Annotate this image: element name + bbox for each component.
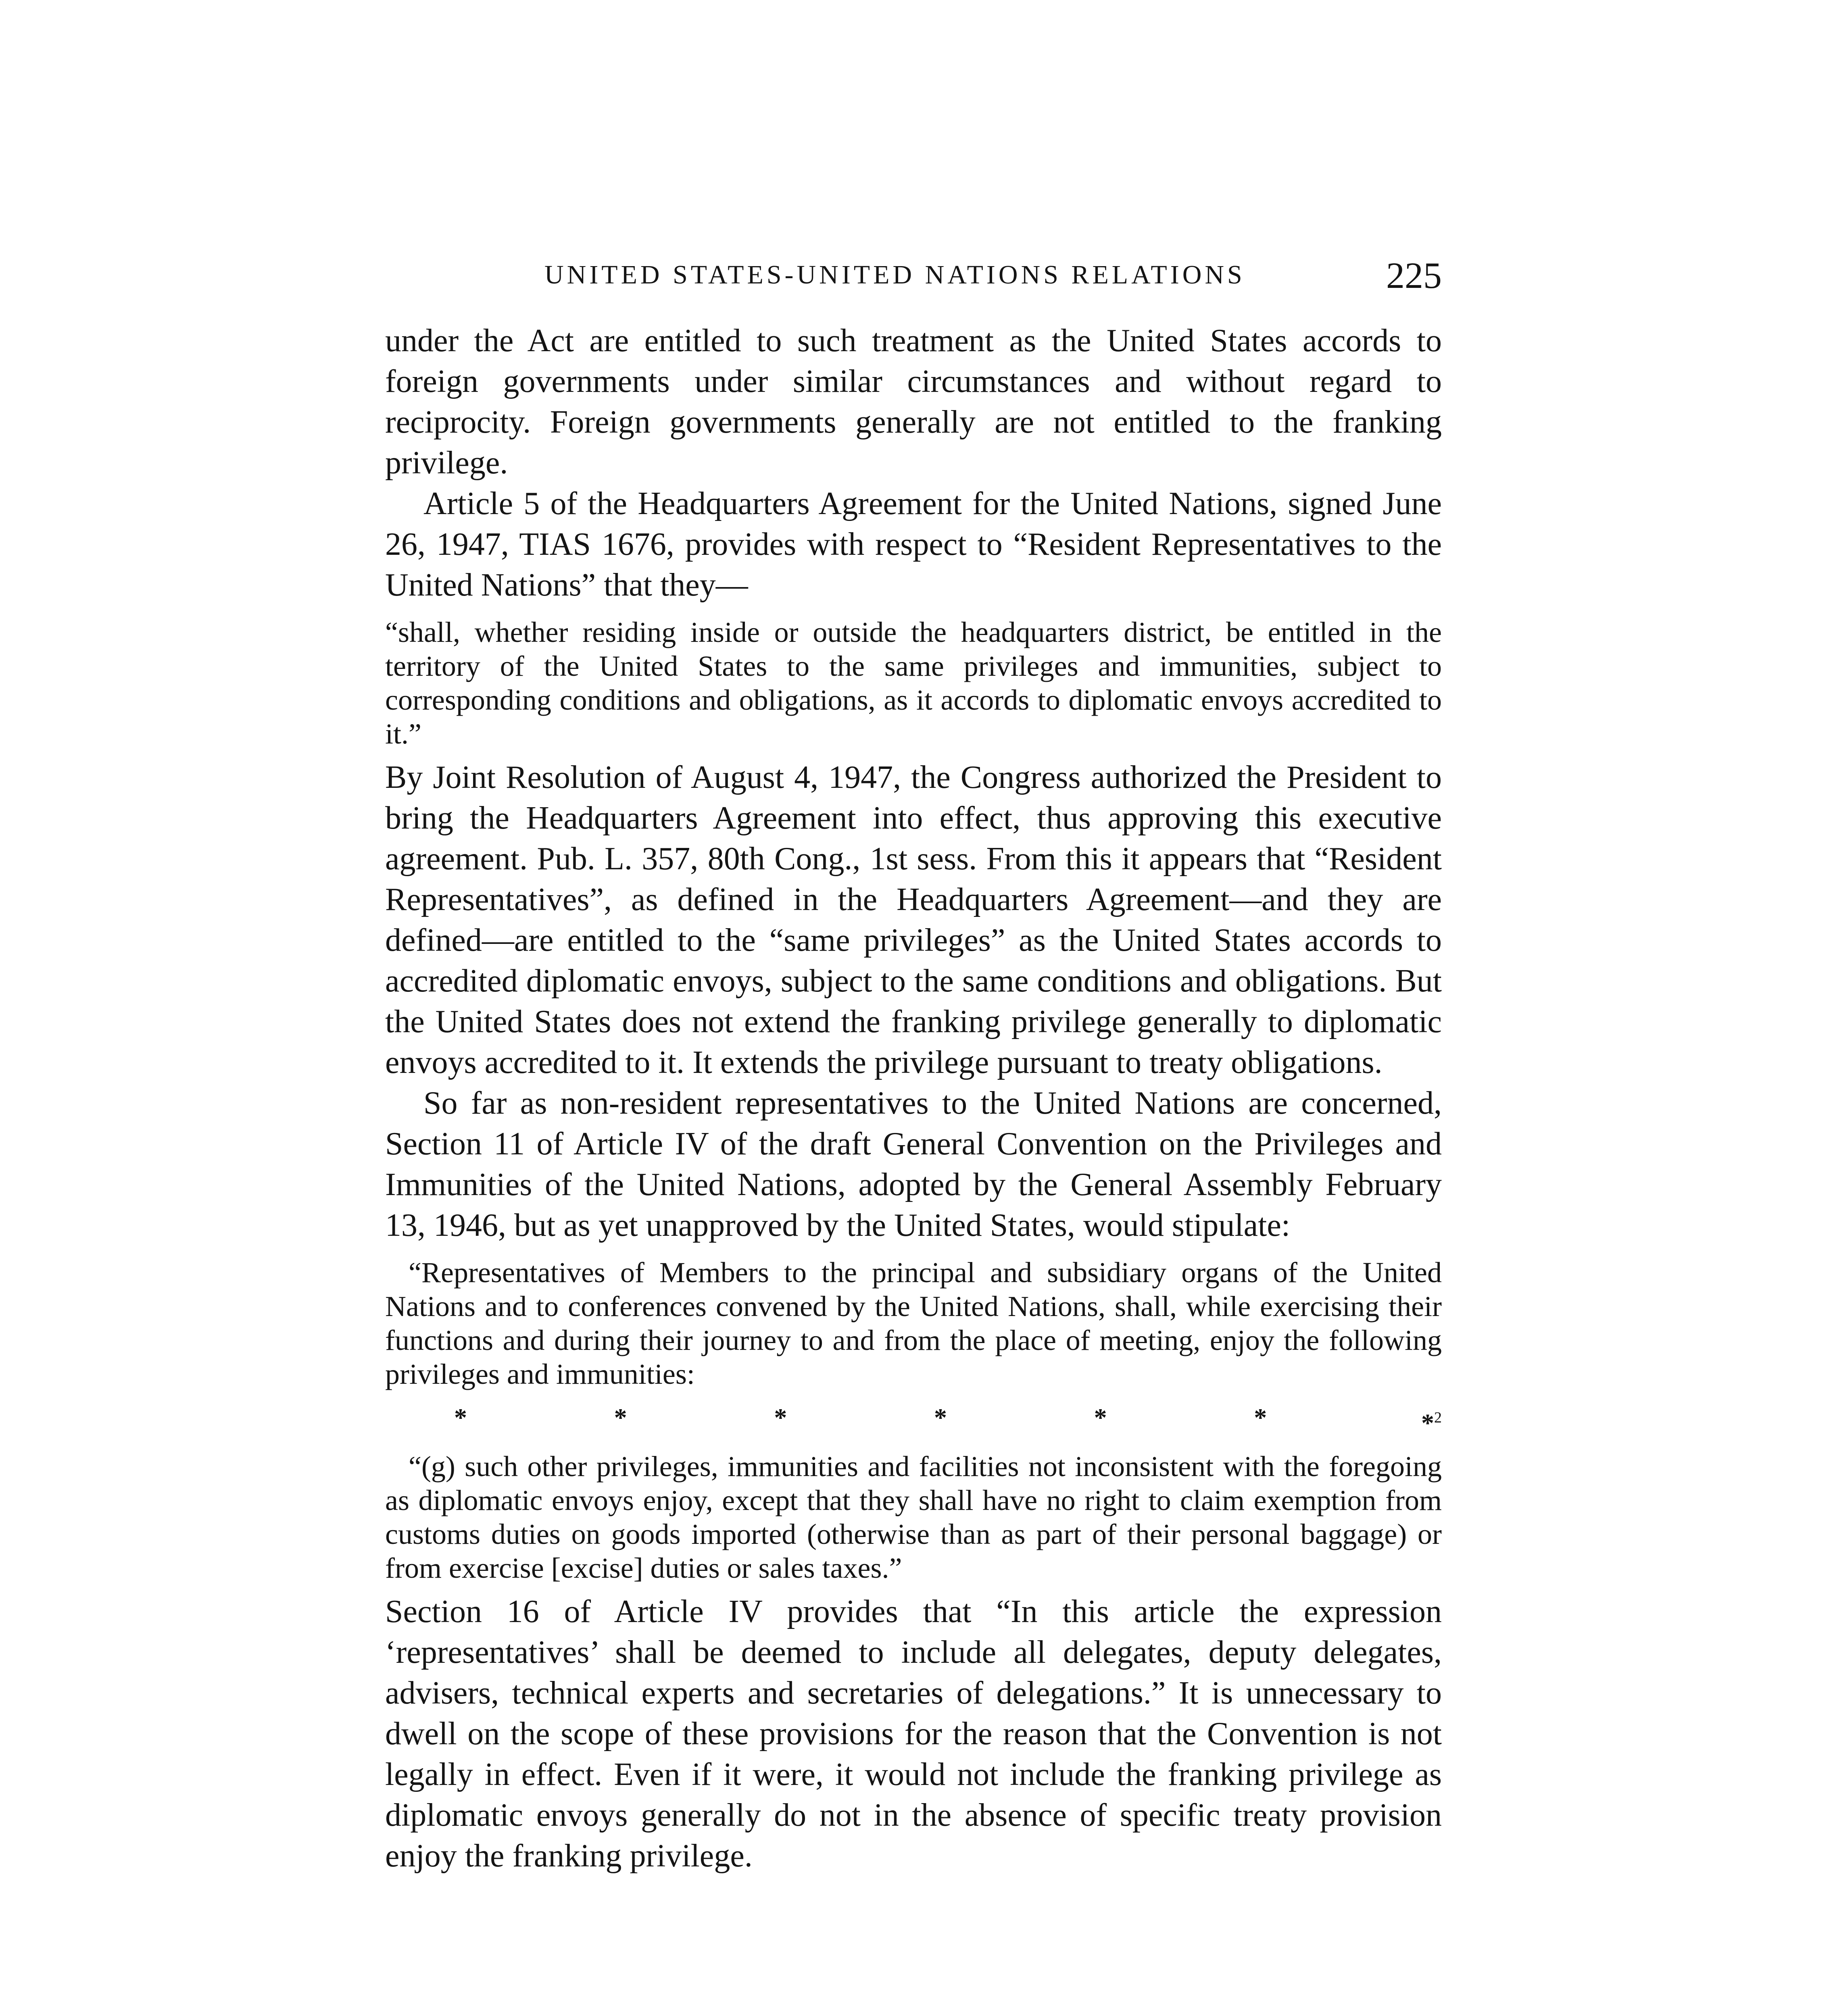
body-paragraph-4: So far as non-resident representatives to the United Nations are concerned, Section 11 of Article IV of the draft General Convention on the Privileges and Immunities of the United Nations, adopted by the General Assembly February 13, 1946, but as yet unapproved by the United States, would stipulate: bbox=[385, 1085, 1442, 1243]
running-head: UNITED STATES-UNITED NATIONS RELATIONS bbox=[544, 260, 1245, 289]
page-header bbox=[385, 254, 1442, 298]
document-body bbox=[385, 321, 1442, 1876]
page-number: 225 bbox=[1386, 255, 1442, 296]
asterisk-with-footnote bbox=[1414, 1401, 1442, 1440]
asterisk-mark: * bbox=[934, 1403, 947, 1432]
footnote-reference: 2 bbox=[1434, 1409, 1442, 1426]
body-paragraph-1: under the Act are entitled to such treatment as the United States accords to foreign governments under similar circumstances and without regard to reciprocity. Foreign governments generally are not entitled to the franking privilege. bbox=[385, 323, 1442, 481]
body-paragraph-5: Section 16 of Article IV provides that “In this article the expression ‘representatives’ shall be deemed to include all delegates, deputy delegates, advisers, technical experts and secretaries of delegations.” It is unnecessary to dwell on the scope of these provisions for the reason that the Convention is not legally in effect. Even if it were, it would not include the franking privilege as diplomatic envoys generally do not in the absence of specific treaty provision enjoy the franking privilege. bbox=[385, 1594, 1442, 1874]
asterisk-mark: * bbox=[1094, 1403, 1107, 1432]
asterisk-mark: * bbox=[1421, 1408, 1434, 1437]
asterisk-mark: * bbox=[1254, 1403, 1267, 1432]
asterisk-mark: * bbox=[614, 1403, 627, 1432]
asterisk-mark: * bbox=[774, 1403, 787, 1432]
quoted-convention-clause-g: “(g) such other privileges, immunities and facilities not inconsistent with the foregoing as diplomatic envoys enjoy, except that they shall have no right to claim exemption from customs duties on goods imported (otherwise than as part of their personal baggage) or from exercise [excise] duties or sales taxes.” bbox=[385, 1450, 1442, 1585]
asterisk-mark: * bbox=[454, 1403, 467, 1432]
body-paragraph-2: Article 5 of the Headquarters Agreement for the United Nations, signed June 26, 1947, TIAS 1676, provides with respect to “Resident Representatives to the United Nations” that they— bbox=[385, 486, 1442, 603]
body-paragraph-3: By Joint Resolution of August 4, 1947, the Congress authorized the President to bring the Headquarters Agreement into effect, thus approving this executive agreement. Pub. L. 357, 80th Cong., 1st sess. From this it appears that “Resident Representatives”, as defined in the Headquarters Agreement—and they are defined—are entitled to the “same privileges” as the United States accords to accredited diplomatic envoys, subject to the same conditions and obligations. But the United States does not extend the franking privilege generally to diplomatic envoys accredited to it. It extends the privilege pursuant to treaty obligations. bbox=[385, 760, 1442, 1080]
asterisk-line bbox=[385, 1401, 1442, 1440]
quoted-headquarters-agreement: “shall, whether residing inside or outside the headquarters district, be entitled in the territory of the United States to the same privileges and immunities, subject to corresponding conditions and obligations, as it accords to diplomatic envoys accredited to it.” bbox=[385, 616, 1442, 750]
quoted-convention-section-11: “Representatives of Members to the principal and subsidiary organs of the United Nations and to conferences convened by the United Nations, shall, while exercising their functions and during their journey to and from the place of meeting, enjoy the following privileges and immunities: bbox=[385, 1256, 1442, 1390]
